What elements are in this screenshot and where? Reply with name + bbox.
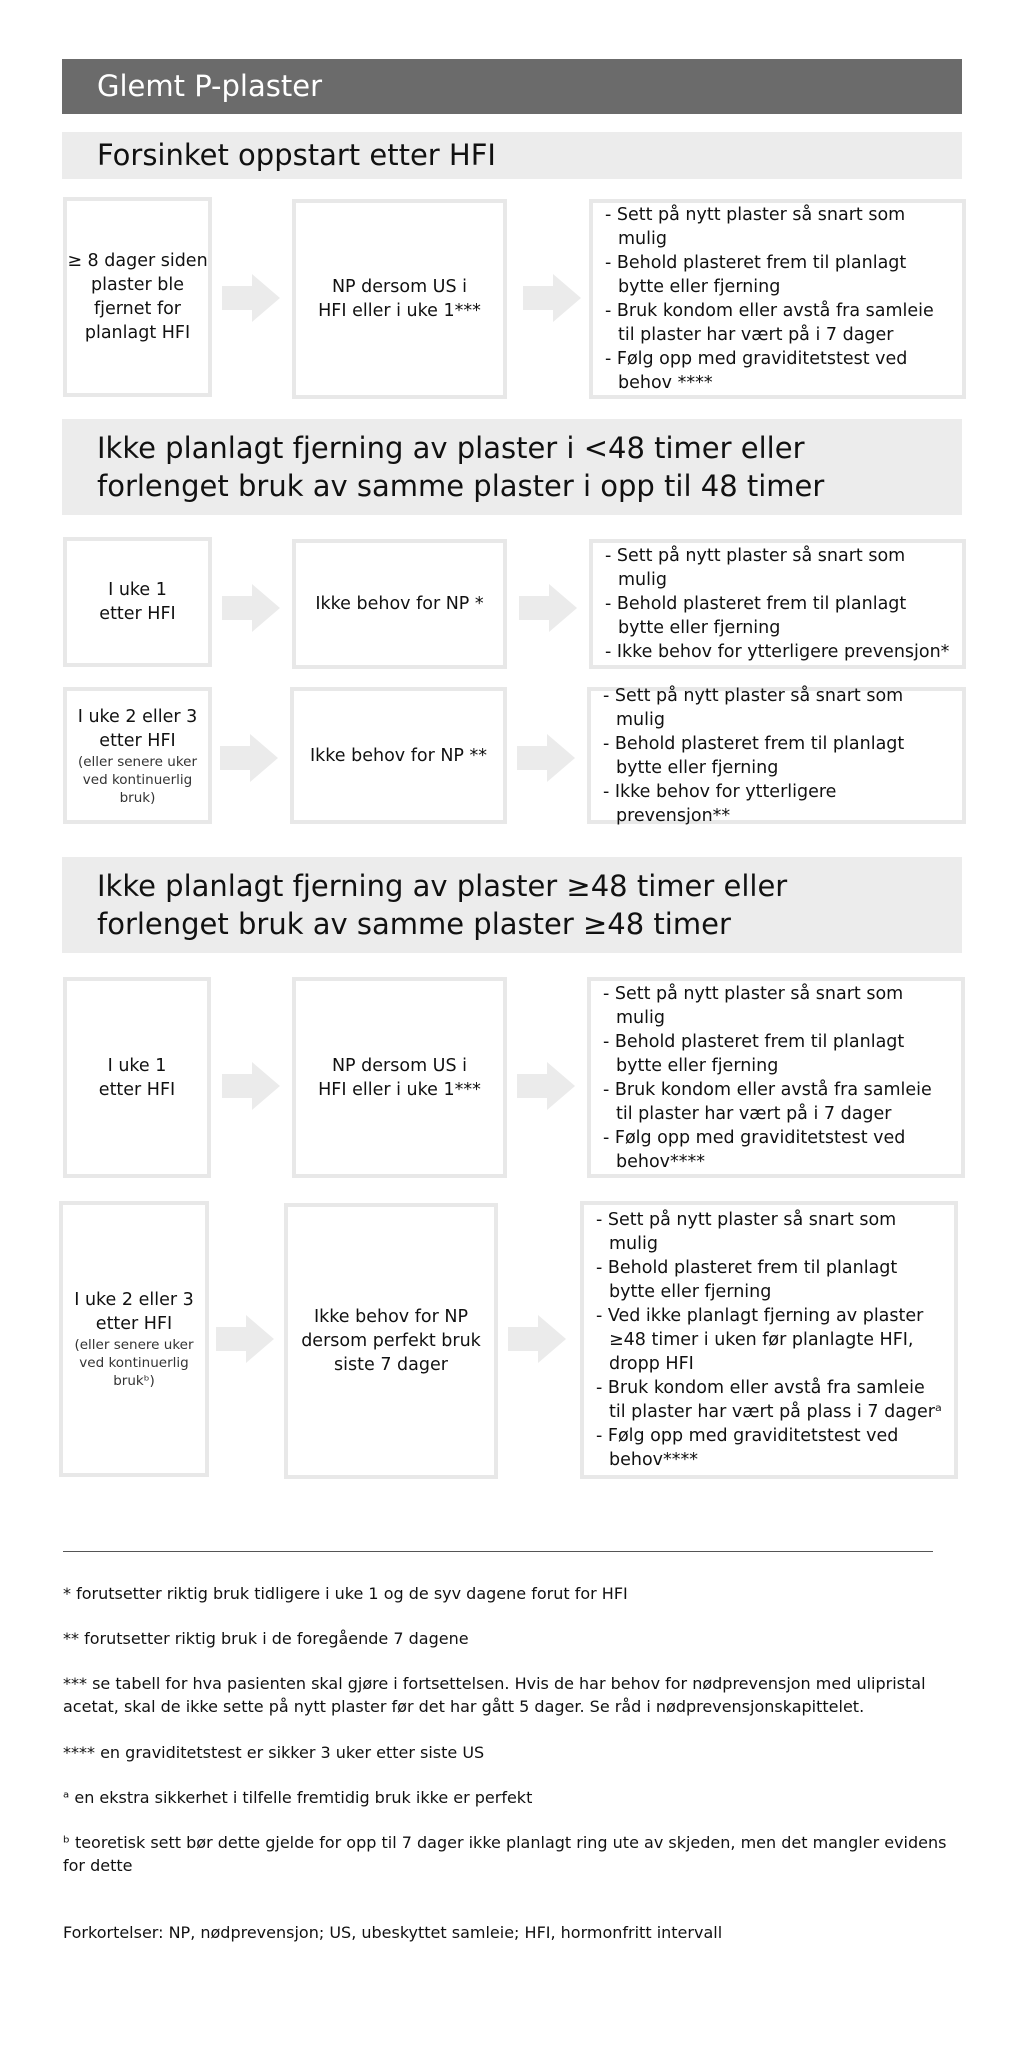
footnote: ** forutsetter riktig bruk i de foregående 7 dagene [63, 1629, 469, 1648]
condition-line: etter HFI [95, 1314, 173, 1334]
arrow-icon [222, 1062, 280, 1110]
np-line: HFI eller i uke 1*** [318, 301, 481, 321]
arrow-icon [517, 734, 575, 782]
condition-line: plaster ble [91, 275, 184, 295]
footnote: * forutsetter riktig bruk tidligere i uke 1 og de syv dagene forut for HFI [63, 1584, 628, 1603]
action-list [603, 982, 951, 1174]
section-heading-delayed-start [62, 132, 962, 179]
arrow-icon [523, 274, 581, 322]
np-line: Ikke behov for NP * [315, 594, 484, 614]
action-box [580, 1201, 958, 1479]
condition-line: planlagt HFI [84, 323, 191, 343]
np-line: Ikke behov for NP [314, 1307, 468, 1327]
condition-line: I uke 2 eller 3 [74, 1290, 194, 1310]
np-box [290, 687, 507, 824]
arrow-icon [508, 1315, 566, 1363]
action-item: - Behold plasteret frem til planlagt bytte eller fjerning [605, 594, 907, 638]
footnote: *** se tabell for hva pasienten skal gjøre i fortsettelsen. Hvis de har behov for nødprevensjon med ulipristal acetat, skal de ikke sette på nytt plaster før det har gått 5 dager. Se råd i nødprevensjonskapittelet. [63, 1674, 926, 1716]
condition-line: I uke 1 [107, 1055, 167, 1076]
condition-box [59, 1201, 209, 1477]
action-item: - Følg opp med graviditetstest ved behov **** [605, 349, 908, 393]
divider [63, 1551, 933, 1552]
section-heading-line: forlenget bruk av samme plaster ≥48 timer [97, 907, 731, 941]
action-list [603, 684, 952, 828]
action-box [589, 199, 966, 399]
action-list [596, 1208, 944, 1472]
condition-line: I uke 2 eller 3 [77, 706, 198, 727]
condition-line: ≥ 8 dager siden [67, 251, 208, 271]
condition-box [63, 977, 211, 1178]
action-item: - Ved ikke planlagt fjerning av plaster ≥48 timer i uken før planlagte HFI, dropp HFI [596, 1306, 924, 1374]
action-item: - Sett på nytt plaster så snart som mulig [596, 1210, 897, 1254]
page-title: Glemt P-plaster [62, 59, 962, 114]
action-list [605, 544, 952, 664]
section-heading-line: forlenget bruk av samme plaster i opp til 48 timer [97, 469, 825, 503]
np-line: NP dersom US i [331, 1055, 468, 1076]
action-item: - Behold plasteret frem til planlagt bytte eller fjerning [603, 733, 905, 778]
condition-note: (eller senere uker ved kontinuerlig bruk) [77, 753, 198, 806]
np-line: HFI eller i uke 1*** [318, 1079, 481, 1100]
arrow-icon [216, 1315, 274, 1363]
footnote: ᵃ en ekstra sikkerhet i tilfelle fremtidig bruk ikke er perfekt [63, 1788, 533, 1807]
arrow-icon [222, 274, 280, 322]
np-line: siste 7 dager [334, 1355, 448, 1375]
condition-line: etter HFI [99, 604, 176, 624]
section-heading-over-48h [62, 857, 962, 953]
footnote: **** en graviditetstest er sikker 3 uker etter siste US [63, 1743, 485, 1762]
np-line: Ikke behov for NP ** [309, 745, 488, 766]
condition-line: fjernet for [93, 299, 182, 319]
action-item: - Behold plasteret frem til planlagt bytte eller fjerning [603, 1031, 905, 1076]
action-item: - Ikke behov for ytterligere prevensjon* [605, 642, 950, 662]
section-heading-line: Ikke planlagt fjerning av plaster ≥48 timer eller [97, 869, 788, 903]
arrow-icon [220, 734, 278, 782]
action-item: - Behold plasteret frem til planlagt bytte eller fjerning [596, 1258, 898, 1302]
np-box [292, 539, 507, 669]
condition-box [63, 197, 212, 397]
action-item: - Sett på nytt plaster så snart som mulig [603, 685, 904, 730]
action-item: - Behold plasteret frem til planlagt bytte eller fjerning [605, 253, 907, 297]
footnote: ᵇ teoretisk sett bør dette gjelde for opp til 7 dager ikke planlagt ring ute av skjeden, men det mangler evidens for dette [63, 1833, 947, 1875]
condition-line: I uke 1 [108, 580, 167, 600]
arrow-icon [517, 1062, 575, 1110]
action-box [589, 539, 966, 669]
condition-line: etter HFI [99, 730, 176, 751]
abbreviations: Forkortelser: NP, nødprevensjon; US, ubeskyttet samleie; HFI, hormonfritt intervall [63, 1923, 723, 1942]
condition-box [63, 537, 212, 667]
action-item: - Bruk kondom eller avstå fra samleie til plaster har vært på i 7 dager [603, 1079, 932, 1124]
np-box [284, 1203, 498, 1479]
np-line: dersom perfekt bruk [301, 1331, 481, 1351]
action-item: - Bruk kondom eller avstå fra samleie til plaster har vært på i 7 dager [605, 301, 934, 345]
action-item: - Sett på nytt plaster så snart som mulig [605, 546, 906, 590]
np-box [292, 977, 507, 1178]
np-line: NP dersom US i [331, 277, 468, 297]
action-item: - Sett på nytt plaster så snart som mulig [605, 205, 906, 249]
section-heading-line: Ikke planlagt fjerning av plaster i <48 timer eller [97, 431, 805, 465]
arrow-icon [519, 584, 577, 632]
condition-line: etter HFI [98, 1079, 176, 1100]
action-item: - Følg opp med graviditetstest ved behov**** [596, 1426, 899, 1470]
action-list [605, 203, 952, 395]
action-item: - Sett på nytt plaster så snart som mulig [603, 983, 904, 1028]
action-box [587, 687, 966, 824]
action-item: - Ikke behov for ytterligere prevensjon** [603, 781, 837, 826]
section-heading-under-48h [62, 419, 962, 515]
np-box [292, 199, 507, 399]
arrow-icon [222, 584, 280, 632]
action-item: - Følg opp med graviditetstest ved behov**** [603, 1127, 906, 1172]
action-item: - Bruk kondom eller avstå fra samleie til plaster har vært på plass i 7 dagerᵃ [596, 1378, 942, 1422]
action-box [587, 977, 965, 1178]
condition-note: (eller senere uker ved kontinuerlig brukᵇ) [74, 1337, 194, 1389]
section-heading-line: Forsinket oppstart etter HFI [97, 138, 496, 172]
condition-box [63, 687, 212, 824]
